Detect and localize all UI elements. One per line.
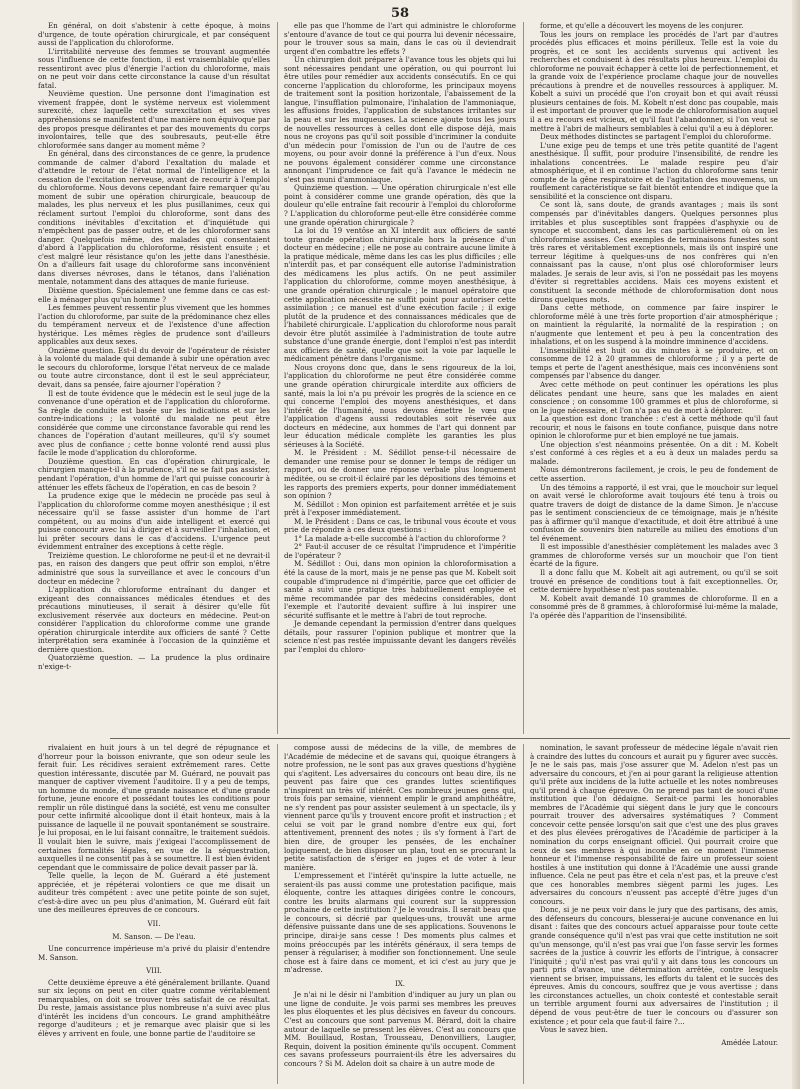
column-rule-top-2	[523, 22, 524, 734]
paragraph: L'une exige peu de temps et une très petite quantité de l'agent anesthésique. Il suffit, pour produire l'insensibilité, de rendre les inhalations concentrées. Le malade respire peu d'air atmosphérique, et il en continue l'action du chloroforme sans tenir compte de la gêne respiratoire et de l'agitation des mouvemens, un rouflement caractéristique se fait bientôt entendre et indique que la sensibilité et la conscience ont disparu.	[530, 140, 778, 201]
page-number: 58	[390, 6, 410, 21]
paragraph: M. le Président : M. Sédillot pense-t-il nécessaire de demander une remise pour se donner le temps de rédiger un rapport, ou de donner une réponse verbale plus longuement méditée, ou se croit-il éclairé par les dépositions des témoins et les rapports des premiers experts, pour donner immédiatement son opinion ?	[284, 448, 516, 501]
paragraph: Nous croyons donc que, dans le sens rigoureux de la loi, l'application du chloroforme ne peut être considérée comme une grande opération chirurgicale interdite aux officiers de santé, mais la loi n'a pu prévoir les progrès de la science en ce qui concerne l'emploi des moyens anesthésiques, et dans l'intérêt de l'humanité, nous devons émettre le vœu que l'application d'agens aussi redoutables soit réservée aux docteurs en médecine, aux hommes de l'art qui donnent par leur éducation médicale complète les garanties les plus sérieuses à la Société.	[284, 362, 516, 449]
paragraph: 1° La malade a-t-elle succombé à l'action du chloroforme ?	[294, 533, 506, 543]
paragraph: Une objection s'est néanmoins présentée. On a dit : M. Kobelt s'est conformé à ces règles et a eu à deux un malades perdu sa malade.	[530, 439, 778, 466]
column-rule-bottom-1	[277, 744, 278, 1084]
top-column-3	[530, 22, 778, 734]
paragraph: M. le Président : Dans ce cas, le tribunal vous écoute et vous prie de répondre à ces deux questions :	[284, 516, 516, 535]
paragraph: Les femmes peuvent ressentir plus vivement que les hommes l'action du chloroforme, par suite de la prédominance chez elles du tempérament nerveux et de l'existence d'une affection hystérique. Les mêmes règles de prudence sont d'ailleurs applicables aux deux sexes.	[38, 303, 270, 347]
author-signature: Amédée Latour.	[721, 1037, 778, 1047]
paragraph: Dixième question. Spécialement une femme dans ce cas est-elle à ménager plus qu'un homme ?	[38, 285, 270, 304]
feuilleton-text-ix	[284, 991, 516, 1068]
paragraph: Treizième question. Le chloroforme ne peut-il et ne devrait-il pas, en raison des dangers que peut offrir son emploi, n'être administré que sous la surveillance et avec le concours d'un docteur en médecine ?	[38, 550, 270, 586]
section-title-vii: M. Sanson. — De l'eau.	[112, 932, 196, 942]
paragraph: En général, on doit s'abstenir à cette époque, à moins d'urgence, de toute opération chirurgicale, et par conséquent aussi de l'application du chloroforme.	[38, 22, 270, 48]
paragraph: Avec cette méthode on peut continuer les opérations les plus délicates pendant une heure, sans que les malades en aient conscience ; on consomme 100 grammes et plus de chloroforme, si on le juge nécessaire, et l'on n'a pas eu de mort à déplorer.	[530, 379, 778, 415]
paragraph: Il est impossible d'anesthésier complètement les malades avec 3 grammes de chloroforme versés sur un mouchoir que l'on tient écarté de la figure.	[530, 542, 778, 569]
paragraph: M. Sédillot : Oui, dans mon opinion la chloroformisation a été la cause de la mort, mais je ne pense pas que M. Kobelt soit coupable d'imprudence ni d'impéritie, parce que cet officier de santé a suivi une pratique très habituellement employée et même recommandée par des médecins considérables, dont l'exemple et l'autorité devaient suffire à lui inspirer une sécurité suffisante et le mettre à l'abri de tout reproche.	[284, 559, 516, 620]
paragraph: La loi du 19 ventôse an XI interdit aux officiers de santé toute grande opération chirurgicale hors la présence d'un docteur en médecine ; elle ne pose au contraire aucune limite à la pratique médicale, même dans les cas les plus difficiles ; elle n'interdit pas, et par conséquent elle autorise l'administration des médicamens les plus actifs. On ne peut assimiler l'application du chloroforme, comme moyen anesthésique, à une grande opération chirurgicale ; le manuel opératoire que cette application nécessite ne suffit point pour autoriser cette assimilation ; ce manuel est d'une exécution facile ; il exige plutôt de la prudence et des connaissances médicales que de l'habileté chirurgicale. L'application du chloroforme nous paraît devoir être plutôt assimilée à l'administration de toute autre substance d'une grande énergie, dont l'emploi n'est pas interdit aux officiers de santé, quelle que soit la voie par laquelle le médicament pénètre dans l'organisme.	[284, 226, 516, 364]
paragraph: Neuvième question. Une personne dont l'imagination est vivement frappée, dont le système nerveux est violemment surexcité, chez laquelle cette surexcitation et ses vives appréhensions se manifestent d'une manière non équivoque par des propos presque délirantes et par des mouvements du corps involontaires, telle que des soubresauts, peut-elle être chloroformée sans danger au moment même ?	[38, 89, 270, 150]
paragraph: Douzième question. En cas d'opération chirurgicale, le chirurgien manque-t-il à la prudence, s'il ne se fait pas assister, pendant l'opération, d'un homme de l'art qui puisse concourir à atténuer les effets fâcheux de l'opération, en cas de besoin ?	[38, 456, 270, 492]
paragraph: M. Sédillot : Mon opinion est parfaitement arrêtée et je suis prêt à l'exposer immédiatement.	[284, 499, 516, 518]
section-heading-vii: VII.	[147, 918, 161, 928]
paragraph: Dans cette méthode, on commence par faire inspirer le chloroforme mêlé à une très forte proportion d'air atmosphérique ; on maintient la régularité, la normalité de la respiration ; on n'augmente que lentement et peu à peu la concentration des inhalations, et on les suspend à la moindre imminence d'accidens.	[530, 303, 778, 347]
paragraph: Cette deuxième épreuve a été généralement brillante. Quand sur six leçons on peut en citer quatre comme véritablement remarquables, on doit se trouver très satisfait de ce résultat. Du reste, jamais assistance plus nombreuse n'a suivi avec plus d'intérêt les incidens d'un concours. Le grand amphithéâtre regorge d'auditeurs ; et je remarque avec plaisir que si les élèves y arrivent en foule, une bonne partie de l'auditoire se	[38, 977, 270, 1038]
paragraph: Il a donc fallu que M. Kobelt ait agi autrement, ou qu'il se soit trouvé en présence de conditions tout à fait exceptionnelles. Or, cette dernière hypothèse n'est pas soutenable.	[530, 568, 778, 595]
paragraph: Un chirurgien doit préparer à l'avance tous les objets qui lui sont nécessaires pendant une opération, ou qui pourront lui être utiles pour remédier aux accidents consécutifs. En ce qui concerne l'application du chloroforme, les principaux moyens de traitement sont la position horizontale, l'abaissement de la langue, l'insufflation pulmonaire, l'inhalation de l'ammoniaque, les affusions froides, l'application de substances irritantes sur la peau et sur les muqueuses. La science ajoute tous les jours de nouvelles ressources à celles dont elle dispose déjà, mais nous ne croyons pas qu'il soit possible d'incriminer la conduite d'un médecin pour l'omission de l'un ou de l'autre de ces moyens, ou pour avoir donné la préférence à l'un d'eux. Nous ne pouvons également considérer comme une circonstance annonçant l'imprudence ce fait qu'à l'avance le médecin ne s'est pas muni d'ammoniaque.	[284, 55, 516, 184]
bottom-column-1	[38, 744, 270, 1087]
paragraph: compose aussi de médecins de la ville, de membres de l'Académie de médecine et de savans qui, quoique étrangers à notre profession, ne le sont pas aux graves questions d'hygiène qui s'agitent. Les adversaires du concours ont beau dire, ils ne peuvent pas faire que ces grandes luttes scientifiques n'inspirent un très vif intérêt. Ces nombreux jeunes gens qui, trois fois par semaine, viennent emplir le grand amphithéâtre, ne s'y rendent pas pour assister seulement à un spectacle, ils y viennent parce qu'ils y trouvent encore profit et instruction ; et celui se voit par le grand nombre d'entre eux qui, fort attentivement, prennent des notes ; ils s'y forment à l'art de bien dire, de grouper les pensées, de les enchaîner logiquement, de bien disposer un plan, tout en se procurant la petite satisfaction de s'ériger en juges et de voter à leur manière.	[284, 744, 516, 872]
paragraph: Je n'ai ni le désir ni l'ambition d'indiquer au jury un plan ou une ligne de conduite. Je vois parmi ses membres les preuves les plus éloquentes et les plus décisives en faveur du concours. C'est au concours que sont parvenus M. Bérard, doit la chaire autour de laquelle se pressent les élèves. C'est au concours que MM. Bouillaud, Rostan, Trousseau, Denonvilliers, Laugier, Requin, doivent la position éminente qu'ils occupent. Comment ces savans professeurs pourraient-ils être les adversaires du concours ? Si M. Adelon doit sa chaire à un autre mode de	[284, 990, 516, 1068]
column-rule-top-1	[277, 22, 278, 734]
feuilleton-text-2	[284, 744, 516, 975]
paragraph: La question est donc tranchée : c'est à cette méthode qu'il faut recourir, et nous le faisons en toute confiance, puisque dans notre opinion le chloroforme pur et bien employé ne tue jamais.	[530, 414, 778, 441]
paragraph: forme, et qu'elle a découvert les moyens de les conjurer.	[540, 22, 744, 30]
paragraph: L'insensibilité est huit ou dix minutes à se produire, et on consomme de 12 à 20 grammes de chloroforme ; il y a perte de temps et perte de l'agent anesthésique, mais ces inconvéniens sont compensés par l'absence du danger.	[530, 345, 778, 381]
paragraph: L'application du chloroforme entraînant du danger et exigeant des connaissances médicales étendues et des précautions minutieuses, il serait à désirer qu'elle fût exclusivement réservée aux docteurs en médecine. Peut-on considérer l'application du chloroforme comme une grande opération chirurgicale interdite aux officiers de santé ? Cette interprétation sera examinée à l'occasion de la quinzième et dernière question.	[38, 585, 270, 654]
paragraph: Ce sont là, sans doute, de grands avantages ; mais ils sont compensés par d'inévitables dangers. Quelques personnes plus irritables et plus susceptibles sont frappées d'asphyxie ou de syncope et succombent, dans les cas particulièrement où on les chloroformise assises. Ces exemples de terminaisons funestes sont très rares et véritablement exceptionnels, mais ils ont inspiré une terreur légitime à quelques-uns de nos confrères qui n'en connaissant pas la cause, n'ont plus osé chloroformiser leurs malades. Je serais de leur avis, si l'on ne possédait pas les moyens d'éviter si regrettables accidens. Mais ces moyens existent et constituent la seconde méthode de chloroformisation dont nous dirons quelques mots.	[530, 200, 778, 304]
paragraph: Quatorzième question. — La prudence la plus ordinaire n'exige-t-	[38, 653, 270, 672]
paragraph: 2° Faut-il accuser de ce résultat l'imprudence et l'impéritie de l'opérateur ?	[284, 542, 516, 560]
paragraph: Vous le savez bien.	[540, 1025, 608, 1035]
column-rule-bottom-2	[523, 744, 524, 1084]
section-heading-viii: VIII.	[146, 966, 162, 976]
paragraph: rivalaient en huit jours à un tel degré de répugnance et d'horreur pour la boisson enivrante, que son odeur seule les ferait fuir. Les récidives seraient extrêmement rares. Cette question intéressante, discutée par M. Guérard, ne pouvait pas manquer de captiver vivement l'auditoire. Il y a peu de temps, un homme du monde, d'une grande naissance et d'une grande fortune, jeune encore et possédant toutes les conditions pour remplir un rôle distingué dans la société, est venu me consulter pour cette infirmité alcoolique dont il était honteux, mais à la puissance de laquelle il ne pouvait spontanément se soustraire. Je lui proposai, en le lui faisant connaître, le traitement suédois. Il voulait bien le suivre, mais j'exigeai l'accomplissement de certaines formalités légales, en vue de la séquestration, auxquelles il ne consentit pas à se soumettre. Il est bien évident cependant que le commissaire de police devait passer par là.	[38, 744, 270, 872]
paragraph: Tous les jours on remplace les procédés de l'art par d'autres procédés plus efficaces et moins périlleux. Telle est la voie du progrès, et ce sont les accidents survenus qui activent les recherches et conduisent à des résultats plus heureux. L'emploi du chloroforme ne pouvait échapper à cette loi de perfectionnement, et la grande voix de l'expérience proclame chaque jour de nouvelles précautions à prendre et de nouvelles ressources à appliquer. M. Kobelt a suivi un procédé que l'on croyait bon et qui avait réussi plusieurs centaines de fois. M. Kobelt n'est donc pas coupable, mais il est important de prouver que le mode de chloroformisation auquel il a eu recours est vicieux, et qu'il faut l'abandonner, si l'on veut se mettre à l'abri de malheurs semblables à celui qu'il a eu à déplorer.	[530, 29, 778, 133]
section-text-vii: Une concurrence impérieuse m'a privé du plaisir d'entendre M. Sanson.	[38, 944, 270, 962]
feuilleton-text-1	[38, 744, 270, 915]
paragraph: En général, dans des circonstances de ce genre, la prudence commande de calmer d'abord l'exaltation du malade et d'attendre le retour de l'état normal de l'intelligence et la cessation de l'excitation nerveuse, avant de recourir à l'emploi du chloroforme. Nous devons cependant faire remarquer qu'au moment de subir une opération chirurgicale, beaucoup de malades, les plus nerveux et les plus pusillanimes, ceux qui réclament surtout l'emploi du chloroforme, sont dans des conditions inévitables d'excitation et d'inquiétude qui n'empêchent pas de passer outre, et de les chloroformer sans danger. Quelquefois même, des malades qui consentaient d'abord à l'application du chloroforme, résistent ensuite ; et c'est malgré leur résistance qu'on les jette dans l'anesthésie. On a d'ailleurs fait usage du chloroforme sans inconvénient dans diverses névroses, dans le tétanos, dans l'aliénation mentale, notamment dans des attaques de manie furieuse.	[38, 149, 270, 287]
paragraph: Telle quelle, la leçon de M. Guérard a été justement appréciée, et je répéterai volontiers ce que me disait un auditeur très compétent : avec une petite pointe de son sujet, c'est-à-dire avec un peu plus d'animation, M. Guérard eût fait une des meilleures épreuves de ce concours.	[38, 871, 270, 915]
paragraph: Nous démontrerons facilement, je crois, le peu de fondement de cette assertion.	[530, 465, 778, 483]
top-column-1	[38, 22, 270, 734]
feuilleton-text-viii	[38, 979, 270, 1039]
paragraph: elle pas que l'homme de l'art qui administre le chloroforme s'entoure d'avance de tout ce qui pourra lui devenir nécessaire, pour le trouver sous sa main, dans le cas où il deviendrait urgent d'en combattre les effets ?	[284, 22, 516, 56]
section-heading-ix: IX.	[394, 978, 406, 988]
paragraph: Un des témoins a rapporté, il est vrai, que le mouchoir sur lequel on avait versé le chloroforme avait toujours été tenu à trois ou quatre travers de doigt de distance de la dame Simon. Je n'accuse pas le sentiment consciencieux de ce témoignage, mais je n'hésite pas à affirmer qu'il manque d'exactitude, et doit être attribué à une confusion de souvenirs bien naturelle au milieu des émotions d'un tel événement.	[530, 482, 778, 543]
paragraph: L'empressement et l'intérêt qu'inspire la lutte actuelle, ne seraient-ils pas aussi comme une protestation pacifique, mais éloquente, contre les attaques dirigées contre le concours, contre les bruits alarmans qui courent sur la suppression prochaine de cette institution ? Je le voudrais. Il serait beau que le concours, si décrié par quelques-uns, trouvât une arme défensive puissante dans une de ses applications. Souvenons le principe, dirai-je sans cesse ! Des moments plus calmes et moins préoccupés par les intérêts généraux, il sera temps de penser à régulariser, à modifier son fonctionnement. Une seule chose est à faire dans ce moment, et ici c'est au jury que je m'adresse.	[284, 871, 516, 975]
paragraph: Quinzième question. — Une opération chirurgicale n'est elle point à considérer comme une grande opération, dès que la douleur qu'elle entraîne fait recourir à l'emploi du chloroforme ? L'application du chloroforme peut-elle être considérée comme une grande opération chirurgicale ?	[284, 183, 516, 227]
bottom-column-2	[284, 744, 516, 1087]
bottom-column-3	[530, 744, 778, 1087]
paragraph: Onzième question. Est-il du devoir de l'opérateur de résister à la volonté du malade qui demande à subir une opération avec le secours du chloroforme, lorsque l'état nerveux de ce malade ou toute autre circonstance, dont il est le seul appréciateur, devait, dans sa pensée, faire ajourner l'opération ?	[38, 345, 270, 389]
paragraph: nomination, le savant professeur de médecine légale n'avait rien à craindre des luttes du concours et aurait pu y figurer avec succès. Je ne le sais pas, mais j'ose assurer que M. Adelon n'est pas un adversaire du concours, et j'en ai pour garant la religieuse attention qu'il prête aux incidens de la lutte actuelle et les notes nombreuses qu'il prend à chaque épreuve. On ne prend pas tant de souci d'une institution que l'on dédaigne. Serait-ce parmi les honorables membres de l'Académie qui siègent dans le jury que le concours pourrait trouver des adversaires systématiques ? Comment concevoir cette pensée lorsqu'on sait que c'est une des plus graves et des plus élevées prérogatives de l'Académie de participer à la nomination du corps enseignant officiel. Qui pourrait croire que ceux de ses membres à qui incombe en ce moment l'immense honneur et l'immense responsabilité de faire un professeur soient hostiles à une institution qui donne à l'Académie une aussi grande influence. Cela ne peut pas être et cela n'est pas, et la preuve c'est que ces honorables membres siègent parmi les juges. Les adversaires du concours n'eussent pas accepté d'être juges d'un concours.	[530, 744, 778, 906]
top-column-2	[284, 22, 516, 734]
page-edge	[792, 0, 800, 1089]
paragraph: La prudence exige que le médecin ne procède pas seul à l'application du chloroforme comme moyen anesthésique ; il est nécessaire qu'il se fasse assister d'un homme de l'art compétent, ou au moins d'un aide intelligent et exercé qui puisse concourir avec lui à diriger et à surveiller l'inhalation, et lui prêter secours dans le cas d'accidens. L'urgence peut évidemment entraîner des exceptions à cette règle.	[38, 491, 270, 552]
paragraph: L'irritabilité nerveuse des femmes se trouvant augmentée sous l'influence de cette fonction, il est vraisemblable qu'elles ressentiront avec plus d'énergie l'action du chloroforme, mais on ne peut voir dans cette circonstance la cause d'un résultat fatal.	[38, 46, 270, 90]
paragraph: Deux méthodes distinctes se partagent l'emploi du chloroforme.	[540, 132, 772, 142]
feuilleton-text-3	[530, 744, 778, 1035]
section-divider	[110, 738, 790, 739]
paragraph: M. Kobelt avait demandé 10 grammes de chloroforme. Il en a consommé près de 8 grammes, à chloroformisé lui-même la malade, l'a opérée dès l'apparition de l'insensibilité.	[530, 593, 778, 620]
paragraph: Il est de toute évidence que le médecin est le seul juge de la convenance d'une opération et de l'application du chloroforme. Sa règle de conduite est basée sur les indications et sur les contre-indications ; la volonté du malade ne peut être considérée que comme une circonstance favorable qui rend les chances de l'opération d'autant meilleures, qu'il s'y soumet avec plus de confiance ; cette bonne volonté rend aussi plus facile le mode d'application du chloroforme.	[38, 388, 270, 458]
paragraph: Je demande cependant la permission d'entrer dans quelques détails, pour rassurer l'opinion publique et montrer que la science n'est pas restée impuissante devant les dangers révélés par l'emploi du chloro-	[284, 619, 516, 654]
paragraph: Donc, si je ne peux voir dans le jury que des partisans, des amis, des défenseurs du concours, blesserai-je aucune convenance en lui disant : faites que des concours actuel apparaisse pour toute cette grande conséquence qu'il n'est pas vrai que cette institution ne soit qu'un mensonge, qu'il n'est pas vrai que l'on fasse servir les formes sacrées de la justice à couvrir les efforts de l'intrigue, à consacrer l'iniquité ; qu'il n'est pas vrai qu'il y ait dans tous les concours un parti pris d'avance, une détermination arrêtée, contre lesquels viennent se briser, impuissans, les efforts du talent et le succès des épreuves. Amis du concours, souffrez que je vous avertisse ; dans les circonstances actuelles, un choix contesté et contestable serait un terrible argument fourni aux adversaires de l'institution ; il dépend de vous peut-être de tuer le concours ou d'assurer son existence ; et pour cela que faut-il faire ?...	[530, 905, 778, 1026]
